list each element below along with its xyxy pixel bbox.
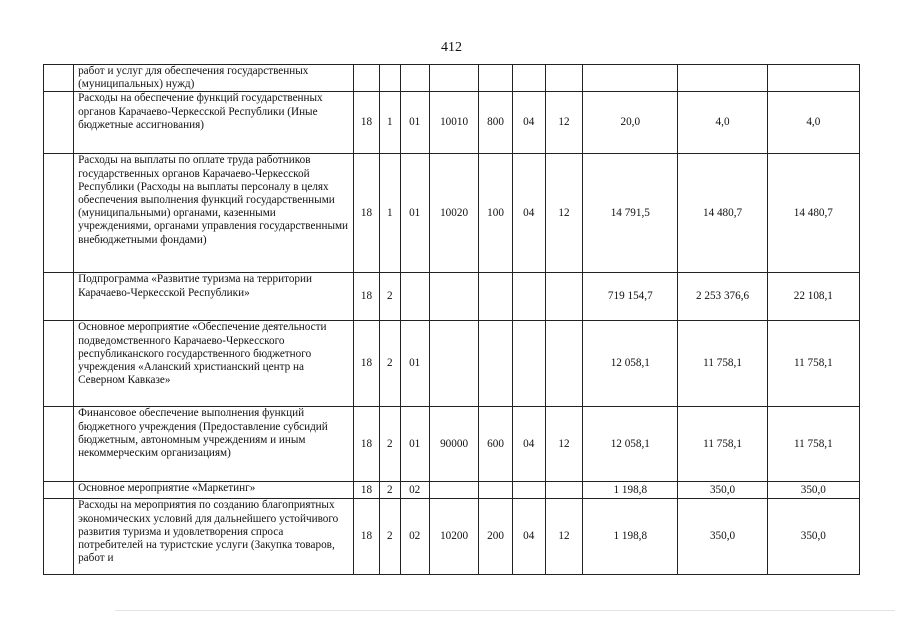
row-description: Финансовое обеспечение выполнения функций бюджетного учреждения (Предоставление субсидий бюджетным, автономным учреждениям и иным некоммерческим организациям) <box>74 407 354 482</box>
code-rz: 04 <box>512 499 545 575</box>
table-row <box>44 499 860 575</box>
amount-year1: 1 198,8 <box>583 482 678 499</box>
amount-year1: 719 154,7 <box>583 273 678 321</box>
amount-year1: 14 791,5 <box>583 154 678 273</box>
code-pr <box>545 65 582 92</box>
amount-year2: 14 480,7 <box>678 154 767 273</box>
code-direction <box>429 482 479 499</box>
amount-year2: 4,0 <box>678 92 767 154</box>
table-row <box>44 482 860 499</box>
page-bottom-edge <box>115 610 895 611</box>
table-row <box>44 154 860 273</box>
code-rz: 04 <box>512 407 545 482</box>
amount-year3: 4,0 <box>767 92 859 154</box>
code-pp: 2 <box>379 482 400 499</box>
amount-year3: 350,0 <box>767 482 859 499</box>
code-om: 01 <box>400 154 429 273</box>
code-om <box>400 65 429 92</box>
code-pr: 12 <box>545 92 582 154</box>
code-gp: 18 <box>354 321 380 407</box>
code-direction <box>429 321 479 407</box>
table-row <box>44 407 860 482</box>
code-pp <box>379 65 400 92</box>
code-gp: 18 <box>354 407 380 482</box>
code-direction: 90000 <box>429 407 479 482</box>
code-om: 02 <box>400 499 429 575</box>
code-vr: 200 <box>479 499 512 575</box>
amount-year3: 11 758,1 <box>767 321 859 407</box>
code-pr <box>545 321 582 407</box>
amount-year1: 12 058,1 <box>583 407 678 482</box>
code-om: 01 <box>400 321 429 407</box>
code-pp: 2 <box>379 407 400 482</box>
code-vr: 800 <box>479 92 512 154</box>
row-number-cell <box>44 92 74 154</box>
code-pr <box>545 482 582 499</box>
code-rz <box>512 482 545 499</box>
code-pp: 1 <box>379 92 400 154</box>
code-pr: 12 <box>545 499 582 575</box>
row-number-cell <box>44 273 74 321</box>
row-number-cell <box>44 154 74 273</box>
budget-table <box>43 64 860 575</box>
row-number-cell <box>44 482 74 499</box>
code-pr: 12 <box>545 407 582 482</box>
code-gp <box>354 65 380 92</box>
amount-year3: 350,0 <box>767 499 859 575</box>
amount-year1: 12 058,1 <box>583 321 678 407</box>
row-description: Расходы на выплаты по оплате труда работников государственных органов Карачаево-Черкесской Республики (Расходы на выплаты персоналу в целях обеспечения выполнения функций государственными (муниципальными) органами, казенными учреждениями, органами управления государственными внебюджетными фондами) <box>74 154 354 273</box>
code-om <box>400 273 429 321</box>
code-direction: 10010 <box>429 92 479 154</box>
code-gp: 18 <box>354 482 380 499</box>
amount-year3 <box>767 65 859 92</box>
code-vr <box>479 321 512 407</box>
row-description: Подпрограмма «Развитие туризма на территории Карачаево-Черкесской Республики» <box>74 273 354 321</box>
code-direction <box>429 273 479 321</box>
code-direction <box>429 65 479 92</box>
table-row <box>44 273 860 321</box>
code-direction: 10020 <box>429 154 479 273</box>
code-rz <box>512 65 545 92</box>
row-number-cell <box>44 321 74 407</box>
amount-year1 <box>583 65 678 92</box>
table-row <box>44 92 860 154</box>
amount-year2: 350,0 <box>678 482 767 499</box>
code-direction: 10200 <box>429 499 479 575</box>
row-description: Основное мероприятие «Маркетинг» <box>74 482 354 499</box>
row-description: работ и услуг для обеспечения государственных (муниципальных) нужд) <box>74 65 354 92</box>
code-gp: 18 <box>354 273 380 321</box>
code-rz: 04 <box>512 92 545 154</box>
row-description: Расходы на обеспечение функций государственных органов Карачаево-Черкесской Республики (Иные бюджетные ассигнования) <box>74 92 354 154</box>
row-description: Расходы на мероприятия по созданию благоприятных экономических условий для дальнейшего устойчивого развития туризма и удовлетворения спроса потребителей на туристские услуги (Закупка товаров, работ и <box>74 499 354 575</box>
code-vr <box>479 482 512 499</box>
code-pp: 2 <box>379 273 400 321</box>
amount-year3: 11 758,1 <box>767 407 859 482</box>
amount-year1: 20,0 <box>583 92 678 154</box>
page-number: 412 <box>441 40 462 55</box>
code-vr: 600 <box>479 407 512 482</box>
code-gp: 18 <box>354 499 380 575</box>
code-pr <box>545 273 582 321</box>
code-rz <box>512 273 545 321</box>
code-pp: 2 <box>379 321 400 407</box>
code-gp: 18 <box>354 92 380 154</box>
code-vr: 100 <box>479 154 512 273</box>
code-pp: 1 <box>379 154 400 273</box>
code-pp: 2 <box>379 499 400 575</box>
row-number-cell <box>44 407 74 482</box>
amount-year2: 11 758,1 <box>678 321 767 407</box>
code-vr <box>479 65 512 92</box>
amount-year3: 22 108,1 <box>767 273 859 321</box>
amount-year2 <box>678 65 767 92</box>
code-rz: 04 <box>512 154 545 273</box>
code-om: 01 <box>400 92 429 154</box>
table-row <box>44 321 860 407</box>
table-row <box>44 65 860 92</box>
code-pr: 12 <box>545 154 582 273</box>
code-rz <box>512 321 545 407</box>
row-number-cell <box>44 65 74 92</box>
row-description: Основное мероприятие «Обеспечение деятельности подведомственного Карачаево-Черкесского республиканского государственного бюджетного учреждения «Аланский христианский центр на Северном Кавказе» <box>74 321 354 407</box>
code-om: 02 <box>400 482 429 499</box>
amount-year2: 350,0 <box>678 499 767 575</box>
amount-year2: 2 253 376,6 <box>678 273 767 321</box>
amount-year1: 1 198,8 <box>583 499 678 575</box>
amount-year2: 11 758,1 <box>678 407 767 482</box>
code-gp: 18 <box>354 154 380 273</box>
code-om: 01 <box>400 407 429 482</box>
code-vr <box>479 273 512 321</box>
amount-year3: 14 480,7 <box>767 154 859 273</box>
row-number-cell <box>44 499 74 575</box>
